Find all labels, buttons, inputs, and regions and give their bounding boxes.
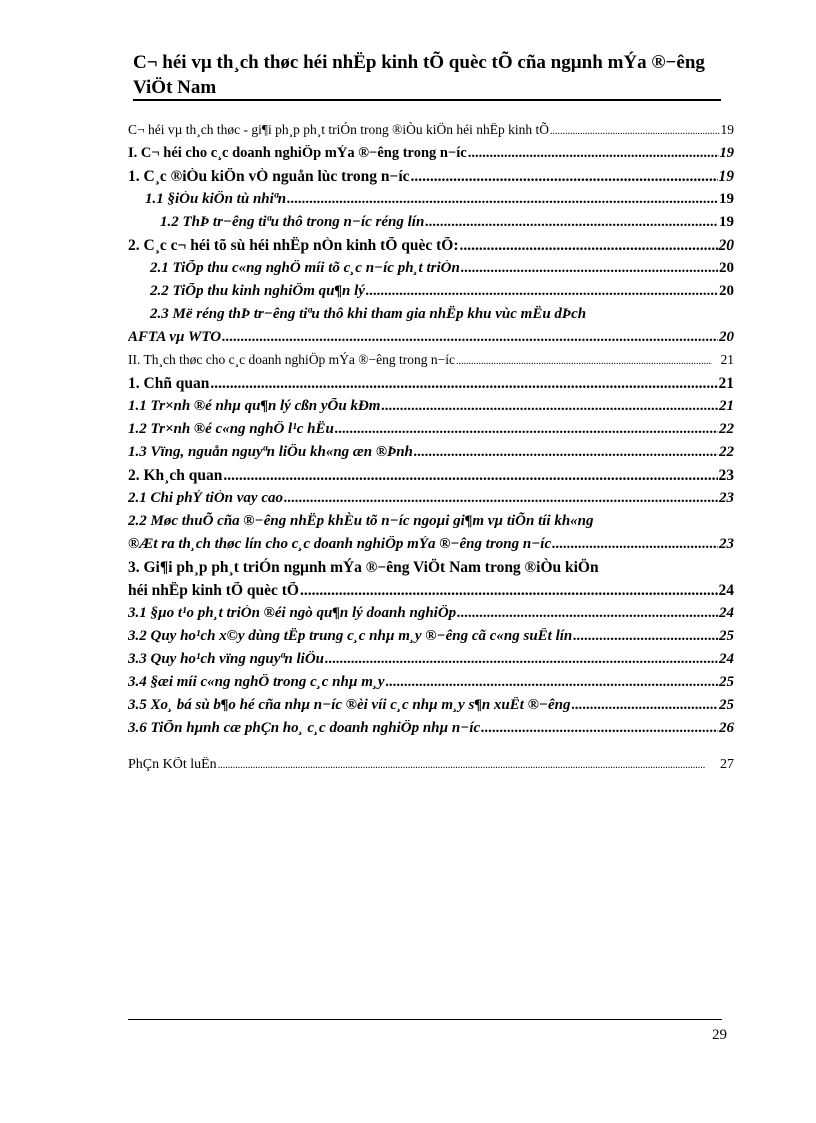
footer-rule [128, 1019, 722, 1020]
toc-entry-wrapped: 3. Gi¶i ph¸p ph¸t triÓn ngµnh mÝa ®−êng ViÖt Nam trong ®iÒu kiÖn [128, 559, 599, 576]
toc-entry: 2.1 TiÕp thu c«ng nghÖ míi tõ c¸c n−íc ph¸t triÓn ..... 20 [128, 260, 734, 283]
header-rule [133, 99, 721, 101]
toc-entry: 1.1 Tr×nh ®é nhµ qu¶n lý cßn yÕu kÐm ..... 21 [128, 398, 734, 421]
toc-entry: C¬ héi vµ th¸ch thøc - gi¶i ph¸p ph¸t triÓn trong ®iÒu kiÖn héi nhËp kinh tÕ ..... 19 [128, 122, 734, 145]
page-header-title: C¬ héi vµ th¸ch thøc héi nhËp kinh tÕ quèc tÕ cña ngµnh mÝa ®−êng ViÖt Nam [133, 52, 705, 98]
toc-entry: 2. Kh¸ch quan ..... 23 [128, 467, 734, 490]
toc-entry: 3.3 Quy ho¹ch vïng nguyªn liÖu ..... 24 [128, 651, 734, 674]
toc-entry: 3.5 Xo¸ bá sù b¶o hé cña nhµ n−íc ®èi víi c¸c nhµ m¸y s¶n xuÊt ®−êng ..... 25 [128, 697, 734, 720]
toc-entry: 3.2 Quy ho¹ch x©y dùng tËp trung c¸c nhµ m¸y ®−êng cã c«ng suÊt lín ..... 25 [128, 628, 734, 651]
toc-entry: I. C¬ héi cho c¸c doanh nghiÖp mÝa ®−êng trong n−íc ..... 19 [128, 145, 734, 168]
toc-entry: 1. C¸c ®iÒu kiÖn vÒ nguån lùc trong n−íc ..... 19 [128, 168, 734, 191]
table-of-contents [128, 122, 734, 780]
toc-entry: 1.1 §iÒu kiÖn tù nhiªn ..... 19 [128, 191, 734, 214]
toc-entry: 2.1 Chi phÝ tiÒn vay cao ..... 23 [128, 490, 734, 513]
toc-entry: 1.2 ThÞ tr−êng tiªu thô trong n−íc réng lín ..... 19 [128, 214, 734, 237]
toc-entry: 2. C¸c c¬ héi tõ sù héi nhËp nÒn kinh tÕ quèc tÕ: ..... 20 [128, 237, 734, 260]
toc-entry: 1. Chñ quan ..... 21 [128, 375, 734, 398]
toc-entry: 1.3 Vïng, nguån nguyªn liÖu kh«ng æn ®Þnh ..... 22 [128, 444, 734, 467]
toc-entry: 1.2 Tr×nh ®é c«ng nghÖ l¹c hËu ..... 22 [128, 421, 734, 444]
toc-entry: 2.2 TiÕp thu kinh nghiÖm qu¶n lý ..... 20 [128, 283, 734, 306]
page-number: 29 [712, 1027, 727, 1043]
toc-entry: héi nhËp kinh tÕ quèc tÕ ..... 24 [128, 582, 734, 605]
toc-entry: 3.1 §µo t¹o ph¸t triÓn ®éi ngò qu¶n lý doanh nghiÖp ..... 24 [128, 605, 734, 628]
toc-entry: PhÇn KÕt luËn ..... 27 [128, 757, 734, 780]
toc-entry-wrapped: 2.2 Møc thuÕ cña ®−êng nhËp khÈu tõ n−íc ngoµi gi¶m vµ tiÕn tíi kh«ng [128, 513, 594, 529]
toc-entry: II. Th¸ch thøc cho c¸c doanh nghiÖp mÝa ®−êng trong n−íc ..... 21 [128, 352, 734, 375]
toc-entry: 3.4 §æi míi c«ng nghÖ trong c¸c nhµ m¸y ..... 25 [128, 674, 734, 697]
toc-entry-wrapped: 2.3 Më réng thÞ tr−êng tiªu thô khi tham gia nhËp khu vùc mËu dÞch [150, 306, 587, 322]
toc-entry: ®Æt ra th¸ch thøc lín cho c¸c doanh nghiÖp mÝa ®−êng trong n−íc ..... 23 [128, 536, 734, 559]
toc-entry: 3.6 TiÕn hµnh cæ phÇn ho¸ c¸c doanh nghiÖp nhµ n−íc ..... 26 [128, 720, 734, 743]
toc-entry: AFTA vµ WTO ..... 20 [128, 329, 734, 352]
